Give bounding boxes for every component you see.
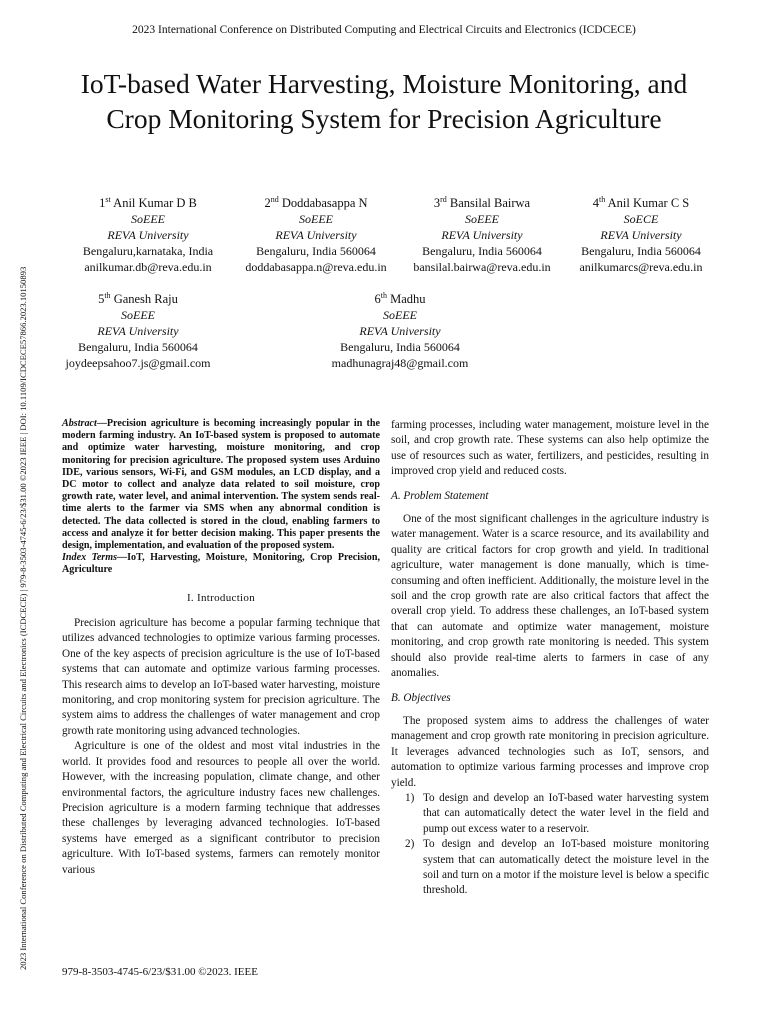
page-footer: 979-8-3503-4745-6/23/$31.00 ©2023. IEEE: [62, 966, 258, 978]
side-strip-doi: 2023 International Conference on Distributed Computing and Electrical Circuits and Electronics (ICDCECE) | 979-8-3503-4745-6/23/$31.00 ©2023 IEEE | DOI: 10.1109/ICDCECE57866.2023.10150893: [18, 266, 28, 970]
author-location: Bengaluru, India 560064: [340, 340, 460, 355]
author-university: REVA University: [359, 324, 441, 339]
problem-statement-paragraph: One of the most significant challenges in the agriculture industry is water management. Water is a scarce resource, and its availability and quality are critical factors for crop growth and yield. In traditional agriculture, water management is done manually, which is time-consuming and often inefficient. Additionally, the moisture level in the soil and the crop growth rate are also critical factors that affect the overall crop yield. To address these challenges, an IoT-based system that can automate and optimize water management, moisture monitoring, and crop growth rate monitoring is needed. This system should also provide real-time alerts to farmers in case of any anomalies.: [391, 513, 709, 680]
author-email[interactable]: madhunagraj48@gmail.com: [331, 356, 469, 371]
author-4: [566, 192, 716, 275]
author-dept: SoEEE: [383, 308, 417, 323]
right-column: [391, 418, 709, 899]
author-location: Bengaluru, India 560064: [422, 244, 542, 259]
intro-paragraph-2-continued: farming processes, including water management, moisture level in the soil, and crop growth rate. These systems can also help optimize the use of resources such as water, fertilizers, and pesticides, resulting in improved crop yield and reduced costs.: [391, 419, 709, 478]
author-university: REVA University: [600, 228, 682, 243]
objectives-paragraph: The proposed system aims to address the challenges of water management and crop growth rate monitoring in precision agriculture. It leverages advanced technologies such as IoT, sensors, and automation to optimize various farming processes and improve crop yield.: [391, 714, 709, 789]
objectives-list: [391, 791, 709, 899]
list-item: 2) To design and develop an IoT-based moisture monitoring system that can automatically detect the moisture level in the soil and turn on a motor if the moisture level is below a specific threshold.: [405, 838, 709, 897]
intro-paragraph-2: Agriculture is one of the oldest and most vital industries in the world. It provides food and resources to people all over the world. However, with the increasing population, climate change, and other environmental factors, the agriculture industry faces new challenges. Precision agriculture is a modern farming technique that addresses these challenges by leveraging advanced technologies. IoT-based systems have emerged as a significant contributor to precision agriculture. With IoT-based systems, farmers can remotely monitor various: [62, 740, 380, 876]
author-5: [52, 288, 224, 371]
author-dept: SoECE: [623, 212, 659, 227]
subsection-heading-problem-statement: A. Problem Statement: [391, 489, 489, 502]
author-2: [232, 192, 400, 275]
subsection-heading-objectives: B. Objectives: [391, 691, 451, 704]
conference-header: 2023 International Conference on Distributed Computing and Electrical Circuits and Electronics (ICDCECE): [132, 24, 636, 36]
paper-title: IoT-based Water Harvesting, Moisture Monitoring, and Crop Monitoring System for Precision Agriculture: [80, 68, 688, 134]
author-3: [398, 192, 566, 275]
author-name: 3rd Bansilal Bairwa: [433, 195, 531, 211]
author-name: 2nd Doddabasappa N: [264, 195, 368, 211]
left-column: [62, 418, 380, 878]
author-dept: SoEEE: [465, 212, 499, 227]
author-6: [310, 288, 490, 371]
intro-paragraph-1: Precision agriculture has become a popular farming technique that utilizes advanced technologies to optimize various farming processes. One of the key aspects of precision agriculture is the use of IoT-based systems that can automate and optimize various farming processes. This research aims to develop an IoT-based water harvesting, moisture monitoring, and crop monitoring system for precision agriculture. The system aims to address the challenges of water management and crop growth rate monitoring using advanced technologies.: [62, 617, 380, 737]
author-name: 6th Madhu: [374, 291, 426, 307]
author-email[interactable]: bansilal.bairwa@reva.edu.in: [413, 260, 551, 275]
author-dept: SoEEE: [121, 308, 155, 323]
author-dept: SoEEE: [299, 212, 333, 227]
author-dept: SoEEE: [131, 212, 165, 227]
author-email[interactable]: doddabasappa.n@reva.edu.in: [245, 260, 387, 275]
author-university: REVA University: [107, 228, 189, 243]
abstract: Abstract—Precision agriculture is becoming increasingly popular in the modern farming industry. An IoT-based system is proposed to automate and optimize water harvesting, moisture monitoring, and crop monitoring for precision agriculture. The proposed system uses Arduino IDE, various sensors, Wi-Fi, and GSM modules, an LCD display, and a DC motor to collect and analyze data related to soil moisture, crop growth rate, water level, and animal intervention. The system sends real-time alerts to the farmer via SMS when any abnormal condition is detected. The data collected is stored in the cloud, enabling farmers to access and analyze it for better decision making. This paper presents the design, implementation, and evaluation of the proposed system.: [62, 418, 380, 552]
author-email[interactable]: anilkumar.db@reva.edu.in: [84, 260, 212, 275]
author-location: Bengaluru, India 560064: [256, 244, 376, 259]
author-location: Bengaluru,karnataka, India: [82, 244, 214, 259]
section-heading-introduction: I. Introduction: [186, 591, 256, 604]
author-university: REVA University: [275, 228, 357, 243]
author-university: REVA University: [97, 324, 179, 339]
author-university: REVA University: [441, 228, 523, 243]
author-name: 1st Anil Kumar D B: [99, 195, 197, 211]
author-email[interactable]: joydeepsahoo7.js@gmail.com: [65, 356, 211, 371]
author-name: 5th Ganesh Raju: [98, 291, 178, 307]
list-item: 1) To design and develop an IoT-based water harvesting system that can automatically detect the water level in the field and pump out excess water to a reservoir.: [405, 791, 709, 835]
author-name: 4th Anil Kumar C S: [592, 195, 690, 211]
author-1: [62, 192, 234, 275]
author-email[interactable]: anilkumarcs@reva.edu.in: [579, 260, 703, 275]
index-terms: Index Terms—IoT, Harvesting, Moisture, Monitoring, Crop Precision, Agriculture: [62, 552, 380, 576]
author-location: Bengaluru, India 560064: [78, 340, 198, 355]
author-location: Bengaluru, India 560064: [581, 244, 701, 259]
